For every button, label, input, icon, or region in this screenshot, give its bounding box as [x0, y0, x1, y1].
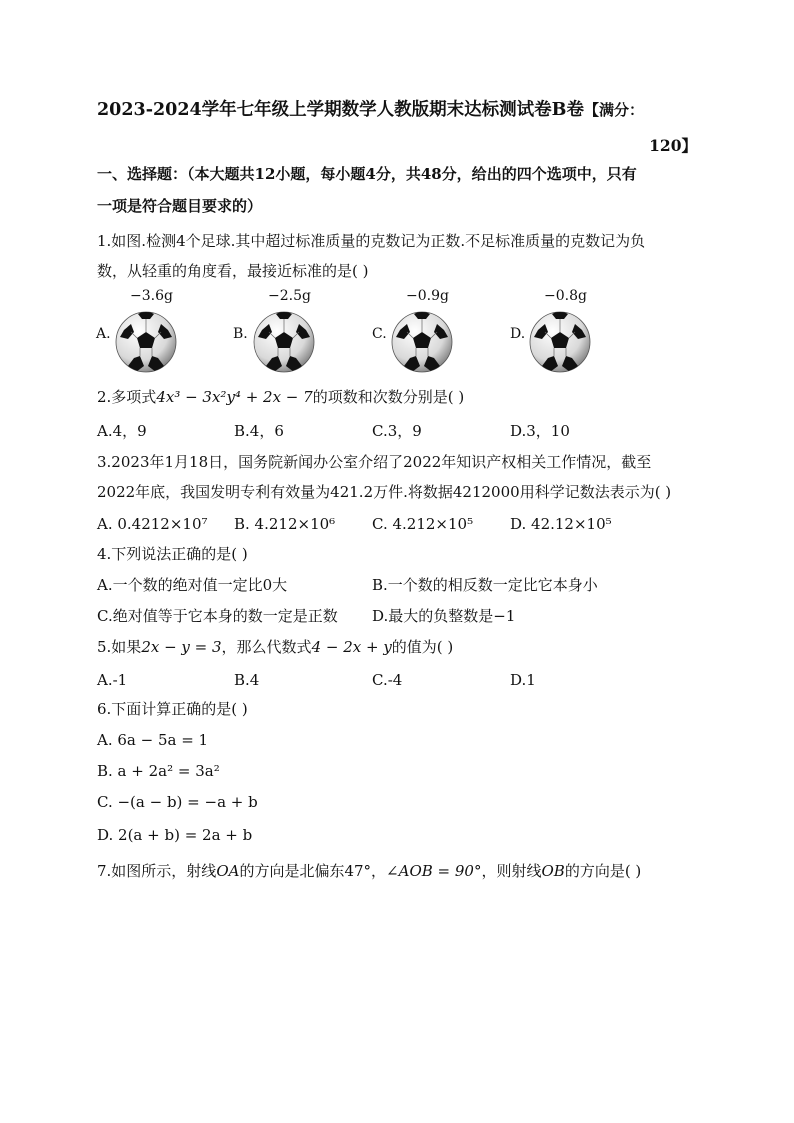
q2-polynomial: 4x³ − 3x²y⁴ + 2x − 7: [156, 388, 313, 406]
q1-option-d: D.: [510, 326, 526, 342]
q2-option-d: D.3，10: [510, 422, 570, 440]
title-main: 2023-2024学年七年级上学期数学人教版期末达标测试卷B卷: [97, 100, 584, 120]
q3-option-d: D. 42.12×10⁵: [510, 515, 612, 533]
q7-ray-ob: OB: [541, 862, 565, 880]
soccer-ball-icon: [390, 310, 454, 374]
q1-option-a: A.: [96, 326, 111, 342]
q2-option-c: C.3，9: [372, 422, 422, 440]
q3-option-b: B. 4.212×10⁶: [234, 515, 336, 533]
q2-option-a: A.4，9: [97, 422, 147, 440]
q7-angle: ∠AOB = 90°: [386, 862, 482, 880]
q3-stem-line1: 3.2023年1月18日，国务院新闻办公室介绍了2022年知识产权相关工作情况，截至: [97, 453, 652, 471]
q1-option-b: B.: [233, 326, 248, 342]
q5-option-c: C.-4: [372, 671, 403, 689]
q5-condition: 2x − y = 3: [141, 638, 222, 656]
q1-mass-c: −0.9g: [406, 288, 449, 304]
q7-prefix: 7.如图所示，射线: [97, 862, 217, 880]
q4-option-b: B.一个数的相反数一定比它本身小: [372, 576, 598, 594]
q6-option-c: C. −(a − b) = −a + b: [97, 793, 258, 811]
soccer-ball-icon: [114, 310, 178, 374]
q4-option-a: A.一个数的绝对值一定比0大: [97, 576, 288, 594]
q4-option-d: D.最大的负整数是−1: [372, 607, 516, 625]
q5-mid: ，那么代数式: [221, 638, 312, 656]
q1-mass-d: −0.8g: [544, 288, 587, 304]
soccer-ball-icon: [252, 310, 316, 374]
q5-stem: [97, 636, 453, 658]
q2-stem: [97, 386, 464, 408]
q5-expression: 4 − 2x + y: [311, 638, 392, 656]
q1-stem-line1: 1.如图.检测4个足球.其中超过标准质量的克数记为正数.不足标准质量的克数记为负: [97, 232, 646, 250]
soccer-ball-icon: [528, 310, 592, 374]
exam-title: [97, 98, 697, 122]
q2-option-b: B.4，6: [234, 422, 284, 440]
q7-mid2: ，则射线: [481, 862, 542, 880]
q4-stem: 4.下列说法正确的是( ): [97, 545, 248, 563]
q7-stem: [97, 860, 641, 882]
q2-suffix: 的项数和次数分别是( ): [312, 388, 465, 406]
q6-option-a: A. 6a − 5a = 1: [97, 731, 209, 749]
q1-mass-b: −2.5g: [268, 288, 311, 304]
q3-option-c: C. 4.212×10⁵: [372, 515, 474, 533]
q6-stem: 6.下面计算正确的是( ): [97, 700, 248, 718]
q5-prefix: 5.如果: [97, 638, 142, 656]
title-score-open: 【满分：: [583, 101, 644, 119]
q1-option-c: C.: [372, 326, 387, 342]
q7-mid1: 的方向是北偏东47°，: [239, 862, 387, 880]
q4-option-c: C.绝对值等于它本身的数一定是正数: [97, 607, 338, 625]
q1-mass-a: −3.6g: [130, 288, 173, 304]
section-header-line1: 一、选择题：（本大题共12小题，每小题4分，共48分，给出的四个选项中，只有: [97, 165, 637, 183]
q1-stem-line2: 数，从轻重的角度看，最接近标准的是( ): [97, 262, 369, 280]
q5-suffix: 的值为( ): [391, 638, 454, 656]
q5-option-a: A.-1: [97, 671, 128, 689]
q5-option-d: D.1: [510, 671, 536, 689]
q7-suffix: 的方向是( ): [564, 862, 642, 880]
title-score: 120】: [649, 136, 697, 155]
q3-option-a: A. 0.4212×10⁷: [97, 515, 208, 533]
q3-stem-line2: 2022年底，我国发明专利有效量为421.2万件.将数据4212000用科学记数法表示为( ): [97, 483, 672, 501]
section-header-line2: 一项是符合题目要求的）: [97, 197, 263, 215]
q6-option-d: D. 2(a + b) = 2a + b: [97, 826, 253, 844]
q6-option-b: B. a + 2a² = 3a²: [97, 762, 220, 780]
q2-prefix: 2.多项式: [97, 388, 157, 406]
q7-ray-oa: OA: [216, 862, 240, 880]
q5-option-b: B.4: [234, 671, 260, 689]
